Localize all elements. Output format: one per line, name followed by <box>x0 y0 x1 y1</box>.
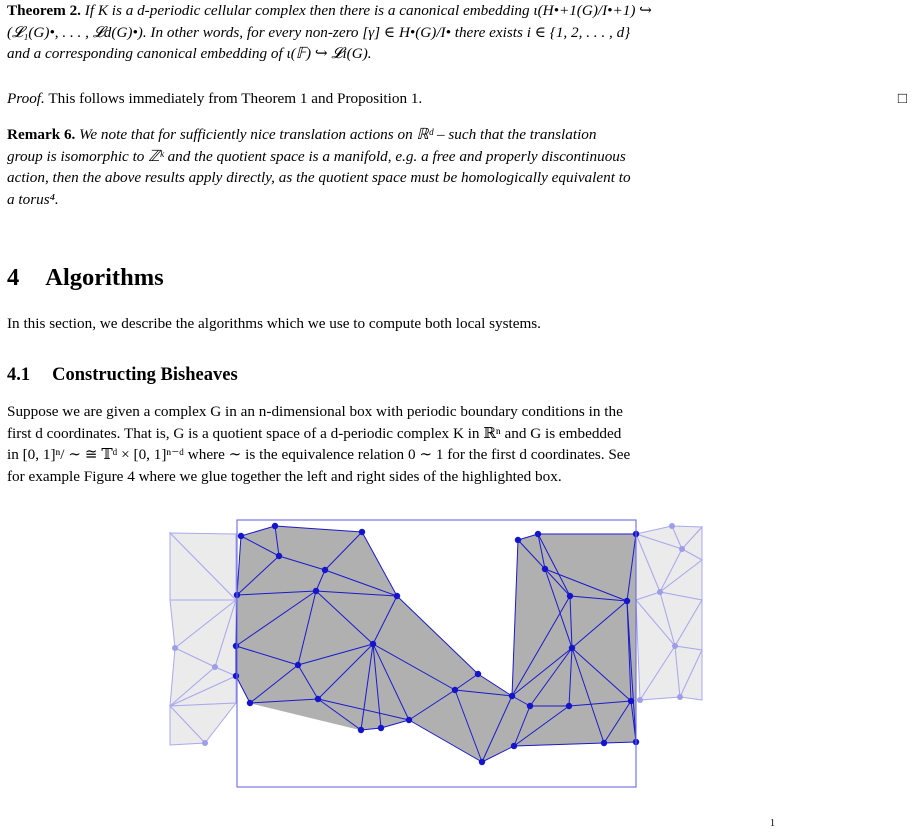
ghost-copy-right <box>636 523 702 703</box>
proof-text: This follows immediately from Theorem 1 and Proposition 1. <box>44 90 423 107</box>
subsection-title: Constructing Bisheaves <box>52 365 238 385</box>
vertex-b <box>272 523 278 529</box>
theorem-2-line-3: and a corresponding canonical embedding of ι(𝔽) ↪ 𝓛i(G). <box>7 45 372 62</box>
ghost-right-vertex-q6 <box>657 589 663 595</box>
vertex-F <box>511 743 517 749</box>
vertex-A <box>406 717 412 723</box>
vertex-q <box>370 641 376 647</box>
ghost-right-vertex-q4 <box>679 546 685 552</box>
vertex-i <box>515 537 521 543</box>
paragraph-line-2: first d coordinates. That is, G is a quotient space of a d-periodic complex K in ℝⁿ and G is embedded <box>7 424 622 442</box>
footnote-marker: 1 <box>770 818 775 829</box>
remark-6-text-1: We note that for sufficiently nice translation actions on ℝᵈ – such that the translation <box>79 126 597 143</box>
vertex-j <box>535 531 541 537</box>
vertex-v <box>475 671 481 677</box>
vertex-g <box>313 588 319 594</box>
vertex-m <box>567 593 573 599</box>
ghost-right-vertex-q10 <box>637 697 643 703</box>
ghost-right-vertex-q11 <box>677 694 683 700</box>
vertex-l <box>542 566 548 572</box>
vertex-d <box>276 553 282 559</box>
ghost-left-vertex-p4 <box>172 645 178 651</box>
vertex-c <box>359 529 365 535</box>
theorem-2-line-2: (𝓛₁(G)•, . . . , 𝓛d(G)•). In other words, for every non-zero [γ] ∈ H•(G)/I• there exists i ∈ {1, 2, . . . , d} <box>7 23 631 41</box>
ghost-right-vertex-q8 <box>672 643 678 649</box>
vertex-y <box>358 727 364 733</box>
vertex-x <box>569 645 575 651</box>
paragraph-line-1: Suppose we are given a complex G in an n-dimensional box with periodic boundary conditions in the <box>7 403 623 420</box>
vertex-z <box>378 725 384 731</box>
vertex-E <box>479 759 485 765</box>
vertex-p <box>295 662 301 668</box>
remark-6-line-3: action, then the above results apply directly, as the quotient space must be homologically equivalent to <box>7 169 631 186</box>
vertex-t <box>247 700 253 706</box>
ghost-left-vertex-p5 <box>212 664 218 670</box>
vertex-s <box>315 696 321 702</box>
vertex-u <box>452 687 458 693</box>
subsection-number: 4.1 <box>7 365 31 385</box>
section-intro: In this section, we describe the algorithms which we use to compute both local systems. <box>7 315 541 332</box>
paragraph-line-4: for example Figure 4 where we glue together the left and right sides of the highlighted box. <box>7 467 562 485</box>
vertex-h <box>394 593 400 599</box>
vertex-B <box>527 703 533 709</box>
proof-label: Proof. <box>7 90 45 107</box>
vertex-o <box>233 643 239 649</box>
ghost-right-vertex-q2 <box>669 523 675 529</box>
vertex-C2 <box>566 703 572 709</box>
section-title: Algorithms <box>45 264 164 291</box>
paragraph-line-3: in [0, 1]ⁿ/ ∼ ≅ 𝕋ᵈ × [0, 1]ⁿ⁻ᵈ where ∼ is the equivalence relation 0 ∼ 1 for the first d coordinates. See <box>7 446 631 463</box>
section-number: 4 <box>7 264 20 291</box>
theorem-2-label: Theorem 2. <box>7 2 81 19</box>
ghost-copy-left <box>170 533 236 746</box>
qed-symbol: □ <box>897 90 907 107</box>
remark-6-label: Remark 6. <box>7 126 76 143</box>
remark-6-line-4: a torus⁴. <box>7 190 59 208</box>
vertex-G <box>601 740 607 746</box>
vertex-a <box>238 533 244 539</box>
vertex-r <box>233 673 239 679</box>
vertex-e <box>322 567 328 573</box>
vertex-w <box>509 693 515 699</box>
theorem-2-text-1: If K is a d-periodic cellular complex then there is a canonical embedding ι(H•+1(G)/I•+1) ↪ <box>84 2 652 19</box>
ghost-left-vertex-p8 <box>202 740 208 746</box>
vertex-n <box>624 598 630 604</box>
remark-6-line-2: group is isomorphic to ℤᵏ and the quotient space is a manifold, e.g. a free and properly discontinuous <box>7 147 626 165</box>
vertex-D <box>628 698 634 704</box>
